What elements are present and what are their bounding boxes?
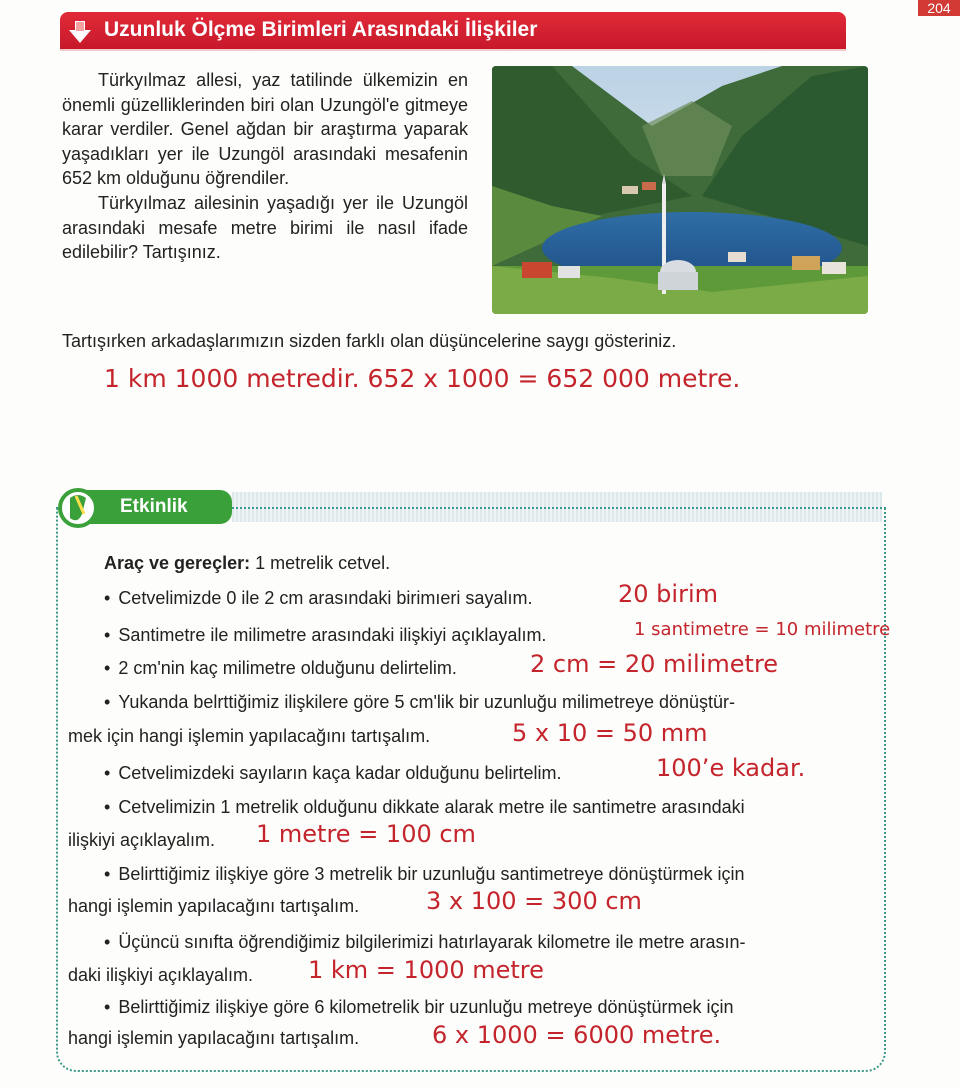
item-answer: 1 santimetre = 10 milimetre [634, 619, 891, 640]
list-item-continued: hangi işlemin yapılacağını tartışalım. [68, 896, 360, 916]
intro-answer: 1 km 1000 metredir. 652 x 1000 = 652 000 metre. [104, 364, 741, 393]
item-text: Yukanda belrttiğimiz ilişkilere göre 5 cm'lik bir uzunluğu milimetreye dönüştür- [118, 692, 736, 712]
list-item-continued: hangi işlemin yapılacağını tartışalım. [68, 1028, 360, 1048]
uzungol-photo [492, 66, 868, 314]
bullet-icon: • [104, 763, 111, 783]
item-answer: 6 x 1000 = 6000 metre. [432, 1021, 722, 1049]
item-answer: 1 km = 1000 metre [308, 956, 544, 984]
list-item [104, 588, 532, 609]
page-number: 204 [918, 0, 960, 16]
bullet-icon: • [104, 588, 111, 608]
bullet-icon: • [104, 797, 111, 817]
list-item [104, 658, 457, 679]
bullet-icon: • [104, 997, 111, 1017]
list-item [104, 932, 746, 953]
item-answer: 20 birim [618, 580, 718, 608]
intro-paragraph-2: Türkyılmaz ailesinin yaşadığı yer ile Uzungöl arasındaki mesafe metre birimi ile nasıl ifade edilebilir? Tartışınız. [62, 192, 468, 263]
intro-text [62, 68, 468, 265]
item-answer: 3 x 100 = 300 cm [426, 887, 642, 915]
list-item [104, 625, 546, 646]
item-answer: 1 metre = 100 cm [256, 820, 476, 848]
list-item [104, 692, 735, 713]
item-answer: 100’e kadar. [656, 754, 806, 782]
tools-line [104, 553, 390, 574]
intro-paragraph-1: Türkyılmaz allesi, yaz tatilinde ülkemizin en önemli güzelliklerinden biri olan Uzungöl'e gitmeye karar verdiler. Genel ağdan bir araştırma yaparak yaşadıkları yer ile Uzungöl arasındaki mesafenin 652 km olduğunu öğrendiler. [62, 70, 468, 189]
bullet-icon: • [104, 692, 111, 712]
bullet-icon: • [104, 625, 111, 645]
item-text: Cetvelimizin 1 metrelik olduğunu dikkate alarak metre ile santimetre arasındaki [118, 797, 745, 817]
item-text: Cetvelimizde 0 ile 2 cm arasındaki birimıeri sayalım. [118, 588, 533, 608]
list-item-continued: daki ilişkiyi açıklayalım. [68, 965, 254, 985]
list-item [104, 763, 562, 784]
list-item [104, 997, 734, 1018]
tools-value: 1 metrelik cetvel. [250, 553, 391, 573]
item-text: Cetvelimizdeki sayıların kaça kadar olduğunu belirtelim. [118, 763, 562, 783]
item-text: Belirttiğimiz ilişkiye göre 6 kilometrelik bir uzunluğu metreye dönüştürmek için [118, 997, 734, 1017]
title-divider [60, 49, 846, 51]
bullet-icon: • [104, 932, 111, 952]
item-answer: 2 cm = 20 milimetre [530, 650, 779, 678]
item-text: Santimetre ile milimetre arasındaki ilişkiyi açıklayalım. [118, 625, 547, 645]
list-item-continued: ilişkiyi açıklayalım. [68, 830, 216, 850]
bullet-icon: • [104, 658, 111, 678]
item-text: 2 cm'nin kaç milimetre olduğunu delirtelim. [118, 658, 457, 678]
item-answer: 5 x 10 = 50 mm [512, 719, 708, 747]
list-item [104, 864, 745, 885]
bullet-icon: • [104, 864, 111, 884]
down-arrow-icon [66, 18, 94, 46]
tools-label: Araç ve gereçler: [104, 553, 251, 573]
activity-icon [56, 484, 100, 532]
item-text: Belirttiğimiz ilişkiye göre 3 metrelik bir uzunluğu santimetreye dönüştürmek için [118, 864, 745, 884]
item-text: Üçüncü sınıfta öğrendiğimiz bilgilerimizi hatırlayarak kilometre ile metre arasın- [118, 932, 746, 952]
discussion-note: Tartışırken arkadaşlarımızın sizden farklı olan düşüncelerine saygı gösteriniz. [62, 331, 677, 351]
list-item [104, 797, 745, 818]
list-item-continued: mek için hangi işlemin yapılacağını tartışalım. [68, 726, 431, 746]
activity-label: Etkinlik [120, 496, 188, 517]
section-title-bar [60, 12, 846, 50]
section-title: Uzunluk Ölçme Birimleri Arasındaki İlişkiler [104, 18, 538, 41]
